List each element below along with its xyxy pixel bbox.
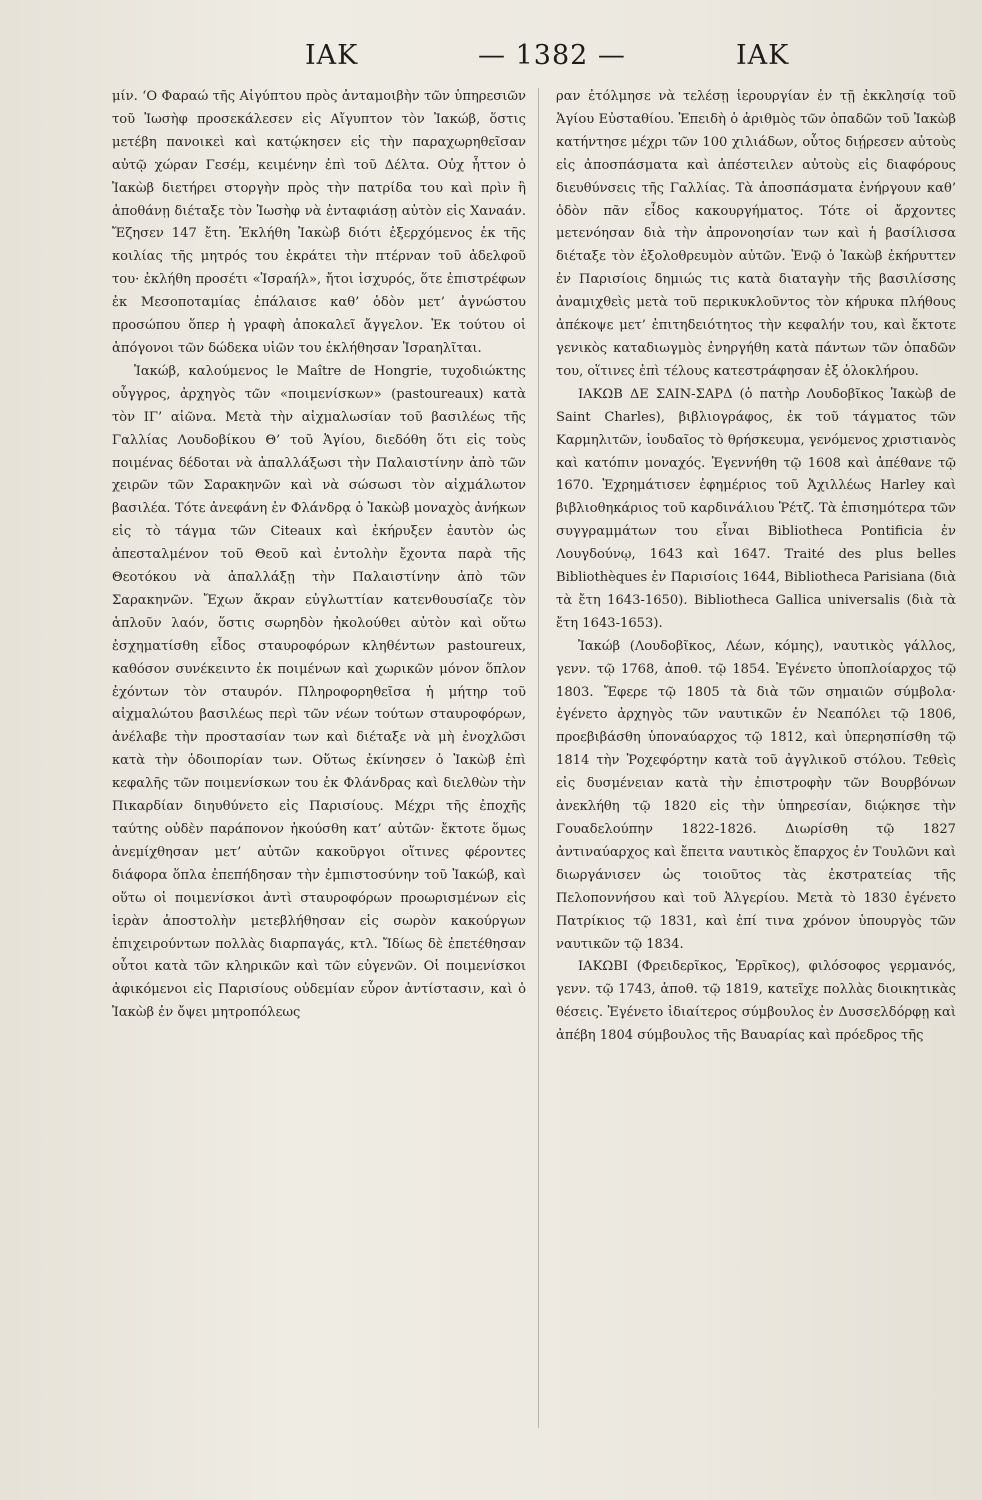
page-header [0,40,982,90]
paragraph: ραν ἐτόλμησε νὰ τελέσῃ ἱερουργίαν ἐν τῇ ἐκκλησίᾳ τοῦ Ἁγίου Εὐσταθίου. Ἐπειδὴ ὁ ἀριθμὸς τῶν ὀπαδῶν τοῦ Ἰακὼβ κατήντησε μέχρι τῶν 100 χιλιάδων, οὗτος διῄρεσεν αὐτοὺς εἰς ἀποσπάσματα καὶ ἀπέστειλεν αὐτοὺς εἰς διαφόρους διευθύνσεις τῆς Γαλλίας. Τὰ ἀποσπάσματα ἐνήργουν καθ’ ὁδὸν πᾶν εἶδος κακουργήματος. Τότε οἱ ἄρχοντες μετενόησαν διὰ τὴν ἀπρονοησίαν των καὶ ἡ βασίλισσα διέταξε τὸν ἐξολοθρευμὸν αὐτῶν. Ἐνῷ ὁ Ἰακὼβ ἐκήρυττεν ἐν Παρισίοις δημιώς τις κατὰ διαταγὴν τῆς βασιλίσσης ἀναμιχθεὶς μετὰ τοῦ περικυκλοῦντος τὸν κήρυκα πλήθους ἀπέκοψε μετ’ ἐπιτηδειότητος τὴν κεφαλήν του, καὶ ἔκτοτε γενικὸς καταδιωγμὸς ἐνηργήθη κατὰ πάντων τῶν ὀπαδῶν του, οἵτινες ἐπὶ τέλους κατεστράφησαν ἐξ ὁλοκλήρου. [556,89,956,379]
column-divider [538,88,539,1428]
paragraph: Ἰακώβ, καλούμενος le Maître de Hongrie, τυχοδιώκτης οὖγγρος, ἀρχηγὸς τῶν «ποιμενίσκων» (pastoureaux) κατὰ τὸν ΙΓ’ αἰῶνα. Μετὰ τὴν αἰχμαλωσίαν τοῦ βασιλέως τῆς Γαλλίας Λουδοβίκου Θ’ τοῦ Ἁγίου, διεδόθη ὅτι εἰς τοὺς ποιμένας δέδοται νὰ ἀπαλλάξωσι τὴν Παλαιστίνην ἀπὸ τῶν χειρῶν τῶν Σαρακηνῶν καὶ νὰ σώσωσι τὸν αἰχμάλωτον βασιλέα. Τότε ἀνεφάνη ἐν Φλάνδρᾳ ὁ Ἰακὼβ μοναχὸς ἀνήκων εἰς τὸ τάγμα τῶν Citeaux καὶ ἐκήρυξεν ἑαυτὸν ὡς ἀπεσταλμένον τοῦ Θεοῦ καὶ ἐντολὴν ἔχοντα παρὰ τῆς Θεοτόκου νὰ ἀπαλλάξῃ τὴν Παλαιστίνην ἀπὸ τῶν Σαρακηνῶν. Ἔχων ἄκραν εὐγλωττίαν κατενθουσίαζε τὸν ἁπλοῦν λαόν, ὅστις σωρηδὸν ἠκολούθει αὐτὸν καὶ οὕτω ἐσχηματίσθη εἶδος σταυροφόρων κληθέντων pastoureux, καθόσον συνέκειντο ἐκ ποιμένων καὶ χωρικῶν μόνον ὅπλον ἐχόντων τὸν σταυρόν. Πληροφορηθεῖσα ἡ μήτηρ τοῦ αἰχμαλώτου βασιλέως περὶ τῶν νέων τούτων σταυροφόρων, ἀνέλαβε τὴν προστασίαν των καὶ διέταξε νὰ μὴ ἐνοχλῶσι κατὰ τὴν ὁδοιπορίαν των. Οὕτως ἐκίνησεν ὁ Ἰακὼβ ἐπὶ κεφαλῆς τῶν ποιμενίσκων του ἐκ Φλάνδρας καὶ διελθὼν τὴν Πικαρδίαν διηυθύνετο εἰς Παρισίους. Μέχρι τῆς ἐποχῆς ταύτης οὐδὲν παράπονον ἠκούσθη κατ’ αὐτῶν· ἔκτοτε ὅμως ἀνεμίχθησαν μετ’ αὐτῶν κακοῦργοι οἵτινες φέροντες διάφορα ὅπλα ἐπεπήδησαν τὴν ἐμπιστοσύνην τοῦ Ἰακώβ, καὶ οὕτω οἱ ποιμενίσκοι ἀντὶ σταυροφόρων προωρισμένων εἰς ἱερὰν ἀποστολὴν μετεβλήθησαν εἰς σωρὸν κακούργων ἐπιχειρούντων πολλὰς διαρπαγάς, κτλ. Ἴδίως δὲ ἐπετέθησαν οὗτοι κατὰ τῶν κληρικῶν καὶ τῶν εὐγενῶν. Οἱ ποιμενίσκοι ἀφικόμενοι εἰς Παρισίους οὐδεμίαν εὗρον ἀντίστασιν, καὶ ὁ Ἰακὼβ ἐν ὄψει μητροπόλεως [112,363,526,1021]
paragraph: ΙΑΚΩΒ ΔΕ ΣΑΙΝ-ΣΑΡΔ (ὁ πατὴρ Λουδοβῖκος Ἰακὼβ de Saint Charles), βιβλιογράφος, ἐκ τοῦ τάγματος τῶν Καρμηλιτῶν, ἰουδαῖος τὸ θρήσκευμα, γενόμενος χριστιανὸς καὶ κατόπιν μοναχός. Ἐγεννήθη τῷ 1608 καὶ ἀπέθανε τῷ 1670. Ἐχρημάτισεν ἐφημέριος τοῦ Ἀχιλλέως Harley καὶ βιβλιοθηκάριος τοῦ καρδινάλιου Ῥέτζ. Τὰ ἐπισημότερα τῶν συγγραμμάτων του εἶναι Bibliotheca Pontificia ἐν Λουγδούνῳ, 1643 καὶ 1647. Traité des plus belles Bibliothèques ἐν Παρισίοις 1644, Bibliotheca Parisiana (διὰ τὰ ἔτη 1643-1650). Bibliotheca Gallica universalis (διὰ τὰ ἔτη 1643-1653). [556,386,956,631]
paragraph: μίν. ‘Ο Φαραώ τῆς Αἰγύπτου πρὸς ἀνταμοιβὴν τῶν ὑπηρεσιῶν τοῦ Ἰωσὴφ προσεκάλεσεν εἰς Αἴγυπτον τὸν Ἰακώβ, ὅστις μετέβη πανοικεὶ καὶ κατῴκησεν εἰς τὴν παραχωρηθεῖσαν αὐτῷ χώραν Γεσέμ, κειμένην ἐπὶ τοῦ Δέλτα. Οὐχ ἧττον ὁ Ἰακὼβ διετήρει στοργὴν πρὸς τὴν πατρίδα του καὶ πρὶν ἢ ἀποθάνῃ διέταξε τὸν Ἰωσὴφ νὰ ἐνταφιάσῃ αὐτὸν εἰς Χαναάν. Ἔζησεν 147 ἔτη. Ἐκλήθη Ἰακὼβ διότι ἐξερχόμενος ἐκ τῆς κοιλίας τῆς μητρός του ἐκράτει τὴν πτέρναν τοῦ ἀδελφοῦ του· ἐκλήθη προσέτι «Ἰσραήλ», ἤτοι ἰσχυρός, ὅτε ἐπιστρέφων ἐκ Μεσοποταμίας ἐπάλαισε καθ’ ὁδὸν μετ’ ἀγνώστου προσώπου ὅπερ ἡ γραφὴ ἀποκαλεῖ ἄγγελον. Ἐκ τούτου οἱ ἀπόγονοι τῶν δώδεκα υἱῶν του ἐκλήθησαν Ἰσραηλῖται. [112,89,526,356]
right-column [556,86,956,1446]
left-column [112,86,526,1446]
header-left-word: ΙΑΚ [305,40,359,71]
page-number: — 1382 — [478,40,626,71]
header-right-word: ΙΑΚ [736,40,790,71]
paragraph: ΙΑΚΩΒΙ (Φρειδερῖκος, Ἑρρῖκος), φιλόσοφος γερμανός, γενν. τῷ 1743, ἀποθ. τῷ 1819, κατεῖχε πολλὰς διοικητικὰς θέσεις. Ἐγένετο ἰδιαίτερος σύμβουλος ἐν Δυσσελδόρφῃ καὶ ἀπέβη 1804 σύμβουλος τῆς Βαυαρίας καὶ πρόεδρος τῆς [556,959,956,1044]
paragraph: Ἰακώβ (Λουδοβῖκος, Λέων, κόμης), ναυτικὸς γάλλος, γενν. τῷ 1768, ἀποθ. τῷ 1854. Ἐγένετο ὑποπλοίαρχος τῷ 1803. Ἔφερε τῷ 1805 τὰ διὰ τῶν σημαιῶν σύμβολα· ἐγένετο ἀρχηγὸς τῶν ναυτικῶν ἐν Νεαπόλει τῷ 1806, προεβιβάσθη ὑποναύαρχος τῷ 1812, καὶ ὑπερησπίσθη τῷ 1814 τὴν Ῥοχεφόρτην κατὰ τοῦ ἀγγλικοῦ στόλου. Τεθεὶς εἰς δυσμένειαν κατὰ τὴν ἐπιστροφὴν τῶν Βουρβόνων ἀνεκλήθη τῷ 1820 εἰς τὴν ὑπηρεσίαν, διῴκησε τὴν Γουαδελούπην 1822-1826. Διωρίσθη τῷ 1827 ἀντιναύαρχος καὶ ἔπειτα ναυτικὸς ἔπαρχος ἐν Τουλῶνι καὶ διωργάνισεν ὡς τοιοῦτος τὰς ἐκστρατείας τῆς Πελοποννήσου καὶ τοῦ Ἀλγερίου. Μετὰ τὸ 1830 ἐγένετο Πατρίκιος τῷ 1831, καὶ ἐπί τινα χρόνον ὑπουργὸς τῶν ναυτικῶν τῷ 1834. [556,638,956,952]
